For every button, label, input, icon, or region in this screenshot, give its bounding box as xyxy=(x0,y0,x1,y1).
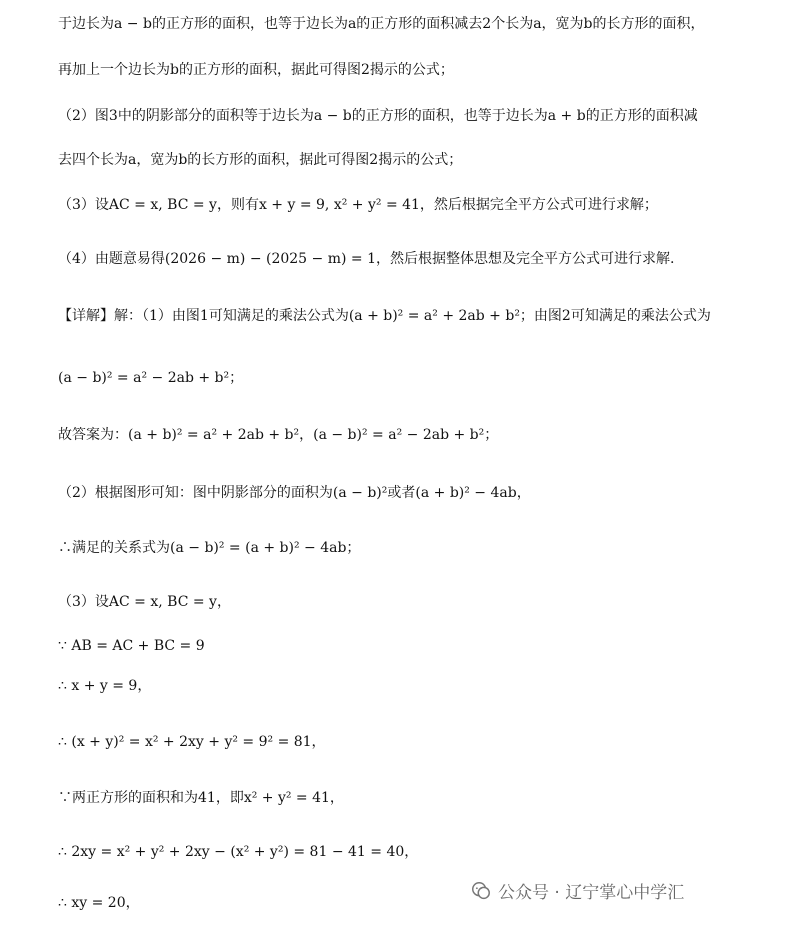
wechat-icon xyxy=(470,880,492,902)
text-line-16: ∵两正方形的面积和为41，即x² + y² = 41， xyxy=(58,790,344,806)
text-line-15: ∴ (x + y)² = x² + 2xy + y² = 9² = 81， xyxy=(58,734,326,750)
text-line-8: (a − b)² = a² − 2ab + b²； xyxy=(58,370,244,386)
text-line-7: 【详解】解：（1）由图1可知满足的乘法公式为(a + b)² = a² + 2ab + b²；由图2可知满足的乘法公式为 xyxy=(58,308,711,324)
text-line-17: ∴ 2xy = x² + y² + 2xy − (x² + y²) = 81 − 41 = 40， xyxy=(58,844,419,860)
text-line-2: 再加上一个边长为b的正方形的面积，据此可得图2揭示的公式； xyxy=(58,62,454,78)
watermark-text: 公众号 · 辽宁掌心中学汇 xyxy=(498,883,685,903)
text-line-13: ∵ AB = AC + BC = 9 xyxy=(58,638,205,654)
text-line-12: （3）设AC = x, BC = y， xyxy=(58,594,231,610)
text-line-18: ∴ xy = 20， xyxy=(58,895,140,911)
text-line-11: ∴满足的关系式为(a − b)² = (a + b)² − 4ab； xyxy=(58,540,361,556)
text-line-6: （4）由题意易得(2026 − m) − (2025 − m) = 1，然后根据整体思想及完全平方公式可进行求解. xyxy=(58,251,675,267)
text-line-1: 于边长为a − b的正方形的面积，也等于边长为a的正方形的面积减去2个长为a，宽为b的长方形的面积， xyxy=(58,16,705,32)
text-line-9: 故答案为：(a + b)² = a² + 2ab + b²，(a − b)² = a² − 2ab + b²； xyxy=(58,427,499,443)
text-line-4: 去四个长为a，宽为b的长方形的面积，据此可得图2揭示的公式； xyxy=(58,152,463,168)
text-line-14: ∴ x + y = 9， xyxy=(58,678,152,694)
text-line-10: （2）根据图形可知：图中阴影部分的面积为(a − b)²或者(a + b)² − 4ab， xyxy=(58,485,531,501)
text-line-3: （2）图3中的阴影部分的面积等于边长为a − b的正方形的面积，也等于边长为a + b的正方形的面积减 xyxy=(58,108,698,124)
watermark xyxy=(470,878,684,903)
text-line-5: （3）设AC = x, BC = y，则有x + y = 9, x² + y² = 41，然后根据完全平方公式可进行求解； xyxy=(58,197,658,213)
